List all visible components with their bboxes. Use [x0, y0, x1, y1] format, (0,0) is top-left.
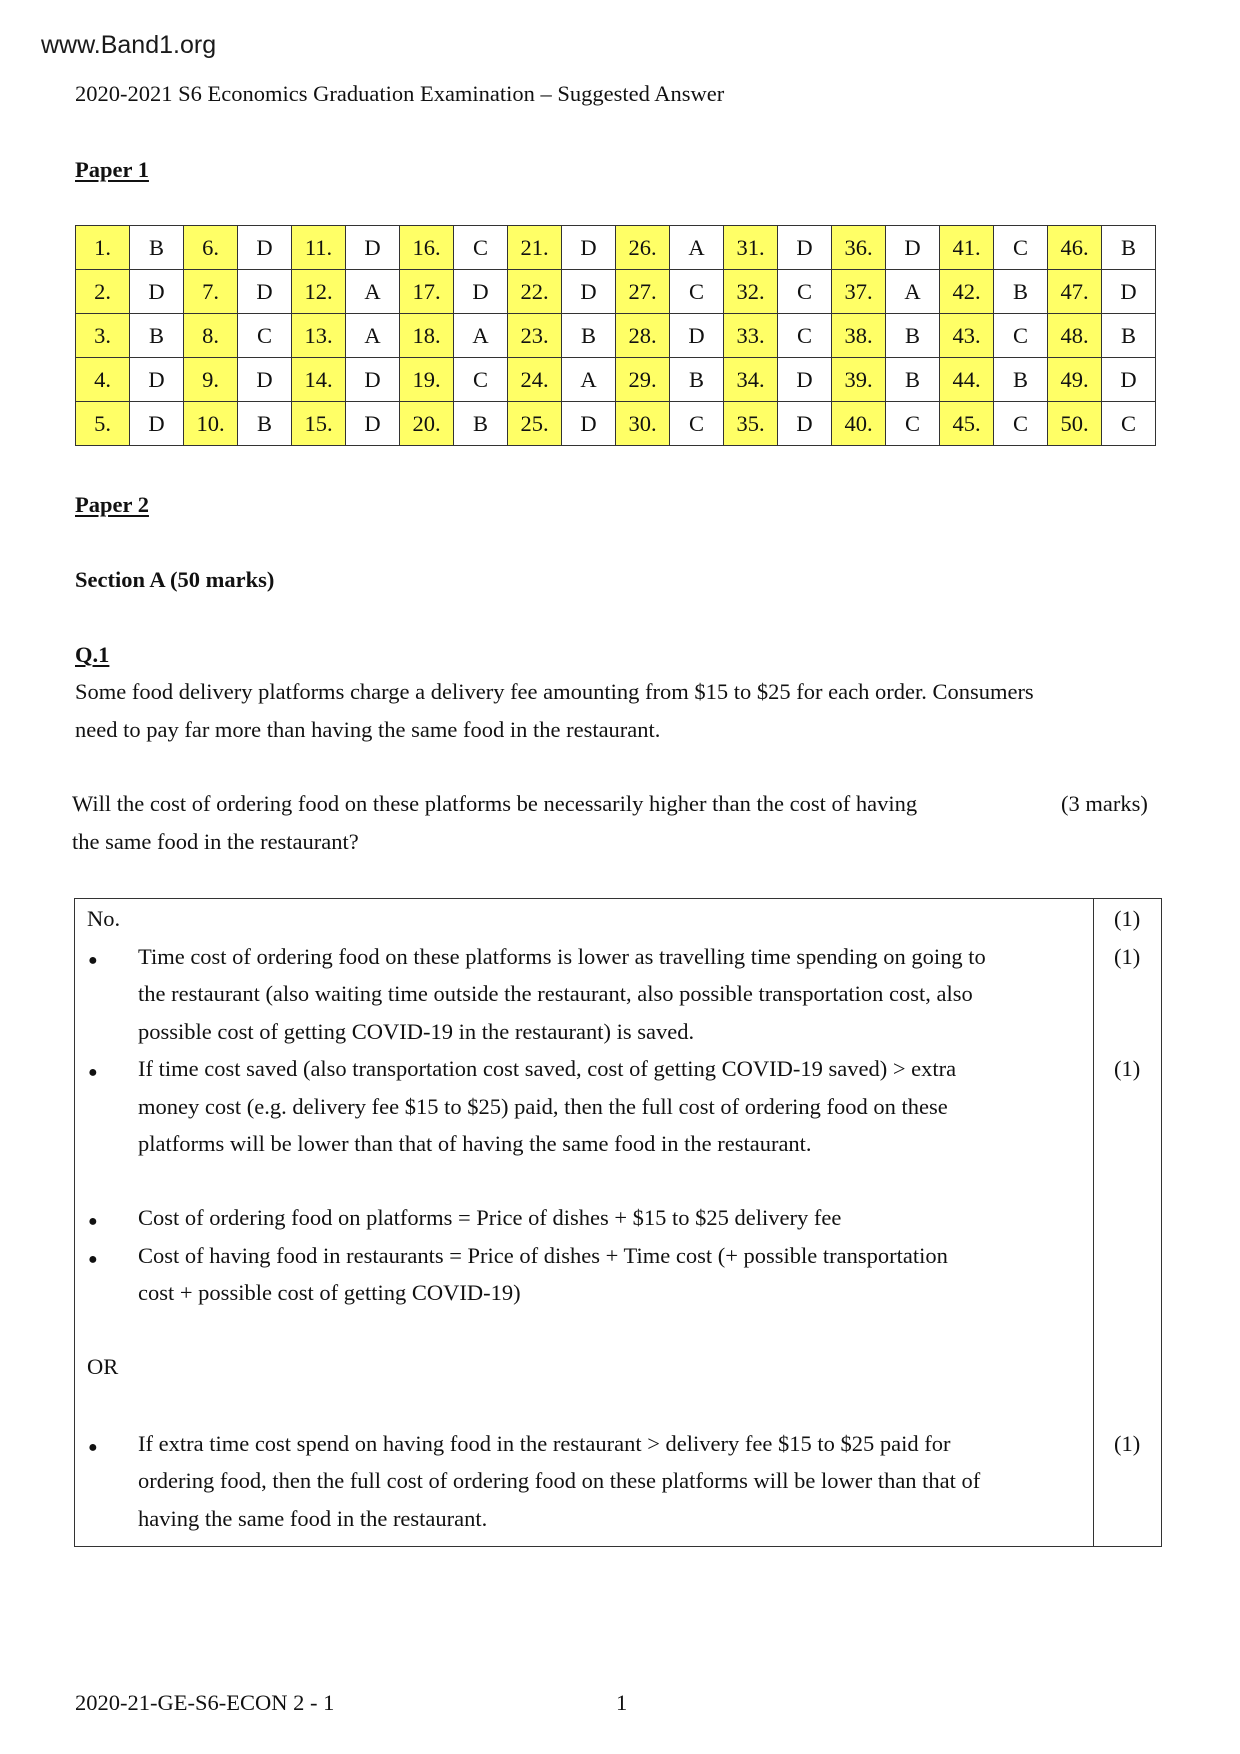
answer-cell: B	[130, 314, 184, 358]
question-number-cell: 44.	[940, 358, 994, 402]
answer-cell: D	[130, 402, 184, 446]
question-number-cell: 34.	[724, 358, 778, 402]
question-number-cell: 43.	[940, 314, 994, 358]
answer-cell: C	[778, 270, 832, 314]
question-number-cell: 4.	[76, 358, 130, 402]
answer-cell: C	[994, 226, 1048, 270]
answer-cell: D	[346, 402, 400, 446]
q1-stem-line-1: Some food delivery platforms charge a delivery fee amounting from $15 to $25 for each order. Consumers	[75, 679, 1034, 704]
answer-cell: D	[670, 314, 724, 358]
mcq-row	[76, 358, 1156, 402]
question-number-cell: 22.	[508, 270, 562, 314]
answer-cell: C	[994, 402, 1048, 446]
answer-cell: D	[778, 358, 832, 402]
marks-column-divider	[1093, 898, 1094, 1547]
answer-cell: D	[454, 270, 508, 314]
mcq-row	[76, 270, 1156, 314]
question-number-cell: 48.	[1048, 314, 1102, 358]
bullet1-line-3: possible cost of getting COVID-19 in the restaurant) is saved.	[138, 1019, 695, 1044]
answer-opening: No.	[87, 906, 121, 931]
mark-bullet5: (1)	[1114, 1431, 1141, 1456]
footer-code: 2020-21-GE-S6-ECON 2 - 1	[75, 1690, 335, 1715]
answer-cell: B	[562, 314, 616, 358]
answer-cell: D	[562, 270, 616, 314]
question-number-cell: 15.	[292, 402, 346, 446]
section-a-heading: Section A (50 marks)	[75, 567, 275, 592]
q1-stem-line-2: need to pay far more than having the same food in the restaurant.	[75, 717, 661, 742]
answer-cell: D	[238, 270, 292, 314]
bullet2-line-3: platforms will be lower than that of having the same food in the restaurant.	[138, 1131, 812, 1156]
answer-cell: B	[886, 314, 940, 358]
page-number: 1	[616, 1690, 628, 1715]
question-number-cell: 31.	[724, 226, 778, 270]
question-number-cell: 45.	[940, 402, 994, 446]
q1-label: Q.1	[75, 642, 110, 667]
bullet1-line-1: Time cost of ordering food on these platforms is lower as travelling time spending on going to	[138, 944, 986, 969]
answer-cell: B	[130, 226, 184, 270]
bullet4-line-2: cost + possible cost of getting COVID-19)	[138, 1280, 521, 1305]
question-number-cell: 39.	[832, 358, 886, 402]
question-number-cell: 26.	[616, 226, 670, 270]
answer-cell: D	[130, 358, 184, 402]
question-number-cell: 13.	[292, 314, 346, 358]
answer-cell: A	[562, 358, 616, 402]
question-number-cell: 19.	[400, 358, 454, 402]
question-number-cell: 33.	[724, 314, 778, 358]
question-number-cell: 3.	[76, 314, 130, 358]
answer-cell: B	[1102, 226, 1156, 270]
question-number-cell: 9.	[184, 358, 238, 402]
q1-question-line-1: Will the cost of ordering food on these platforms be necessarily higher than the cost of having	[72, 791, 918, 816]
question-number-cell: 12.	[292, 270, 346, 314]
answer-cell: B	[1102, 314, 1156, 358]
answer-cell: A	[346, 270, 400, 314]
question-number-cell: 27.	[616, 270, 670, 314]
question-number-cell: 28.	[616, 314, 670, 358]
answer-cell: B	[670, 358, 724, 402]
website-watermark: www.Band1.org	[41, 31, 217, 59]
question-number-cell: 7.	[184, 270, 238, 314]
question-number-cell: 47.	[1048, 270, 1102, 314]
answer-cell: A	[346, 314, 400, 358]
bullet-icon: ●	[88, 1213, 98, 1230]
question-number-cell: 41.	[940, 226, 994, 270]
answer-cell: D	[346, 226, 400, 270]
answer-cell: A	[454, 314, 508, 358]
mcq-answer-table	[75, 225, 1156, 446]
paper1-heading: Paper 1	[75, 157, 149, 182]
answer-cell: D	[130, 270, 184, 314]
answer-cell: D	[1102, 270, 1156, 314]
question-number-cell: 38.	[832, 314, 886, 358]
question-number-cell: 6.	[184, 226, 238, 270]
question-number-cell: 17.	[400, 270, 454, 314]
question-number-cell: 5.	[76, 402, 130, 446]
paper2-heading: Paper 2	[75, 492, 149, 517]
question-number-cell: 35.	[724, 402, 778, 446]
mcq-row	[76, 226, 1156, 270]
answer-cell: D	[346, 358, 400, 402]
answer-cell: B	[994, 358, 1048, 402]
question-number-cell: 42.	[940, 270, 994, 314]
bullet2-line-1: If time cost saved (also transportation cost saved, cost of getting COVID-19 saved) > extra	[138, 1056, 957, 1081]
answer-cell: D	[778, 226, 832, 270]
document-title: 2020-2021 S6 Economics Graduation Examination – Suggested Answer	[75, 81, 725, 106]
answer-cell: C	[454, 358, 508, 402]
answer-cell: D	[886, 226, 940, 270]
answer-cell: B	[454, 402, 508, 446]
answer-cell: D	[238, 358, 292, 402]
bullet5-line-2: ordering food, then the full cost of ordering food on these platforms will be lower than that of	[138, 1468, 981, 1493]
q1-question-line-2: the same food in the restaurant?	[72, 829, 359, 854]
bullet5-line-1: If extra time cost spend on having food in the restaurant > delivery fee $15 to $25 paid for	[138, 1431, 951, 1456]
question-number-cell: 16.	[400, 226, 454, 270]
answer-cell: D	[1102, 358, 1156, 402]
bullet1-line-2: the restaurant (also waiting time outside the restaurant, also possible transportation cost, also	[138, 981, 973, 1006]
answer-cell: B	[238, 402, 292, 446]
mark-bullet2: (1)	[1114, 1056, 1141, 1081]
question-number-cell: 25.	[508, 402, 562, 446]
question-number-cell: 30.	[616, 402, 670, 446]
question-number-cell: 2.	[76, 270, 130, 314]
bullet-icon: ●	[88, 1064, 98, 1081]
answer-cell: C	[886, 402, 940, 446]
answer-cell: C	[778, 314, 832, 358]
mcq-row	[76, 402, 1156, 446]
question-number-cell: 50.	[1048, 402, 1102, 446]
question-number-cell: 49.	[1048, 358, 1102, 402]
question-number-cell: 36.	[832, 226, 886, 270]
answer-cell: C	[994, 314, 1048, 358]
q1-marks: (3 marks)	[1061, 791, 1148, 816]
question-number-cell: 20.	[400, 402, 454, 446]
bullet-icon: ●	[88, 1251, 98, 1268]
answer-cell: A	[670, 226, 724, 270]
bullet2-line-2: money cost (e.g. delivery fee $15 to $25) paid, then the full cost of ordering food on these	[138, 1094, 948, 1119]
question-number-cell: 29.	[616, 358, 670, 402]
bullet4-line-1: Cost of having food in restaurants = Price of dishes + Time cost (+ possible transportation	[138, 1243, 948, 1268]
mark-bullet1: (1)	[1114, 944, 1141, 969]
answer-cell: C	[670, 402, 724, 446]
answer-cell: C	[670, 270, 724, 314]
bullet-icon: ●	[88, 952, 98, 969]
or-label: OR	[87, 1354, 119, 1379]
question-number-cell: 46.	[1048, 226, 1102, 270]
bullet5-line-3: having the same food in the restaurant.	[138, 1506, 488, 1531]
question-number-cell: 8.	[184, 314, 238, 358]
question-number-cell: 40.	[832, 402, 886, 446]
question-number-cell: 24.	[508, 358, 562, 402]
answer-cell: D	[562, 226, 616, 270]
answer-cell: A	[886, 270, 940, 314]
mark-opening: (1)	[1114, 906, 1141, 931]
question-number-cell: 23.	[508, 314, 562, 358]
answer-cell: D	[238, 226, 292, 270]
answer-cell: D	[778, 402, 832, 446]
answer-cell: C	[1102, 402, 1156, 446]
question-number-cell: 37.	[832, 270, 886, 314]
answer-cell: C	[238, 314, 292, 358]
answer-cell: B	[994, 270, 1048, 314]
answer-cell: B	[886, 358, 940, 402]
question-number-cell: 10.	[184, 402, 238, 446]
bullet3-line-1: Cost of ordering food on platforms = Price of dishes + $15 to $25 delivery fee	[138, 1205, 842, 1230]
question-number-cell: 32.	[724, 270, 778, 314]
question-number-cell: 21.	[508, 226, 562, 270]
bullet-icon: ●	[88, 1439, 98, 1456]
answer-cell: C	[454, 226, 508, 270]
answer-cell: D	[562, 402, 616, 446]
mcq-row	[76, 314, 1156, 358]
question-number-cell: 14.	[292, 358, 346, 402]
question-number-cell: 18.	[400, 314, 454, 358]
question-number-cell: 1.	[76, 226, 130, 270]
question-number-cell: 11.	[292, 226, 346, 270]
